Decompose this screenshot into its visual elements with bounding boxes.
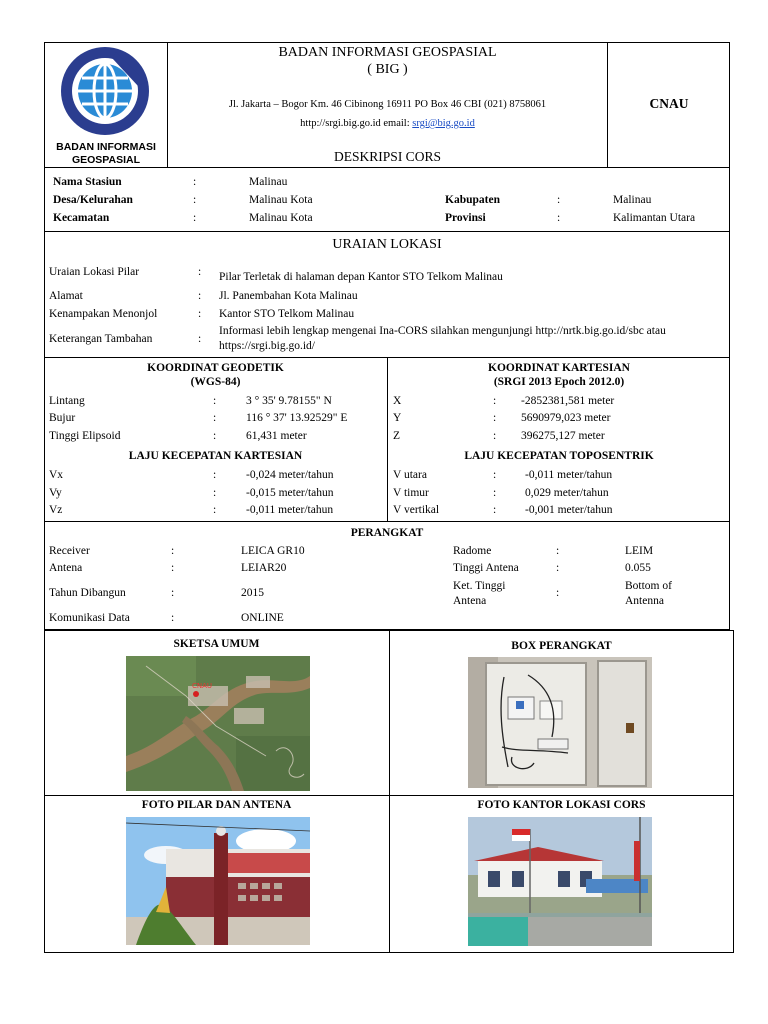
z-label: Z [393, 430, 401, 442]
header-bottom-line [44, 167, 730, 168]
perangkat-title: PERANGKAT [350, 527, 424, 539]
x-label: X [393, 395, 402, 407]
vz-colon: : [213, 504, 217, 516]
v-utara-value: -0,011 meter/tahun [525, 469, 613, 481]
antena-label: Antena [49, 562, 83, 574]
lokasi-pilar-label: Uraian Lokasi Pilar [49, 266, 140, 278]
globe-icon [56, 46, 154, 136]
lokasi-pilar-colon: : [198, 266, 202, 278]
geodetik-title: KOORDINAT GEODETIK [147, 362, 284, 374]
keterangan-value-line2: https://srgi.big.go.id/ [219, 340, 315, 352]
email-link[interactable]: srgi@big.go.id [412, 118, 475, 129]
station-bottom-line [44, 231, 730, 232]
z-colon: : [493, 430, 497, 442]
kenampakan-label: Kenampakan Menonjol [49, 308, 158, 320]
kabupaten-colon: : [557, 194, 561, 206]
logo-text-line1: BADAN INFORMASI [56, 141, 156, 153]
provinsi-colon: : [557, 212, 561, 224]
vx-label: Vx [49, 469, 64, 481]
tinggi-elipsoid-value: 61,431 meter [246, 430, 307, 442]
desa-label: Desa/Kelurahan [53, 194, 133, 206]
kartesian-title: KOORDINAT KARTESIAN [488, 362, 630, 374]
lokasi-title: URAIAN LOKASI [332, 237, 442, 252]
alamat-colon: : [198, 290, 202, 302]
bujur-value: 116 ° 37' 13.92529" E [246, 412, 348, 424]
vz-label: Vz [49, 504, 63, 516]
v-timur-colon: : [493, 487, 497, 499]
ket-tinggi-value-line1: Bottom of [625, 580, 672, 592]
desa-colon: : [193, 194, 197, 206]
antena-value: LEIAR20 [241, 562, 287, 574]
big-logo [56, 46, 154, 136]
komunikasi-label: Komunikasi Data [49, 612, 130, 624]
kabupaten-value: Malinau [613, 194, 652, 206]
kecamatan-colon: : [193, 212, 197, 224]
nama-stasiun-value: Malinau [249, 176, 288, 188]
bujur-colon: : [213, 412, 217, 424]
lintang-value: 3 ° 35' 9.78155" N [246, 395, 332, 407]
vx-colon: : [213, 469, 217, 481]
v-utara-label: V utara [393, 469, 427, 481]
lintang-colon: : [213, 395, 217, 407]
kecamatan-value: Malinau Kota [249, 212, 313, 224]
radome-label: Radome [453, 545, 492, 557]
radome-value: LEIM [625, 545, 654, 557]
keterangan-label: Keterangan Tambahan [49, 333, 153, 345]
keterangan-value-line1: Informasi lebih lengkap mengenai Ina-CORS silahkan mengunjungi http://nrtk.big.go.id/sbc atau [219, 325, 666, 337]
ket-tinggi-colon: : [556, 587, 560, 599]
tinggi-antena-value: 0.055 [625, 562, 651, 574]
y-value: 5690979,023 meter [521, 412, 611, 424]
vy-colon: : [213, 487, 217, 499]
nama-stasiun-label: Nama Stasiun [53, 176, 122, 188]
x-colon: : [493, 395, 497, 407]
v-vertikal-value: -0,001 meter/tahun [525, 504, 613, 516]
geodetik-subtitle: (WGS-84) [190, 376, 241, 388]
map-marker-label: CNAU [192, 682, 213, 690]
alamat-label: Alamat [49, 290, 83, 302]
koordinat-bottom-line [44, 521, 730, 522]
keterangan-colon: : [198, 333, 202, 345]
nama-stasiun-colon: : [193, 176, 197, 188]
vy-value: -0,015 meter/tahun [246, 487, 334, 499]
tinggi-elipsoid-colon: : [213, 430, 217, 442]
tinggi-antena-colon: : [556, 562, 560, 574]
receiver-label: Receiver [49, 545, 90, 557]
z-value: 396275,127 meter [521, 430, 605, 442]
y-label: Y [393, 412, 402, 424]
ket-tinggi-label-line2: Antena [453, 595, 487, 607]
antena-colon: : [171, 562, 175, 574]
sketsa-title: SKETSA UMUM [173, 638, 260, 650]
website-text: http://srgi.big.go.id email: [300, 118, 413, 129]
vy-label: Vy [49, 487, 62, 499]
receiver-colon: : [171, 545, 175, 557]
sketsa-map-image [126, 656, 310, 791]
desa-value: Malinau Kota [249, 194, 313, 206]
ket-tinggi-label-line1: Ket. Tinggi [453, 580, 506, 592]
lokasi-pilar-value: Pilar Terletak di halaman depan Kantor STO Telkom Malinau [219, 271, 503, 283]
v-timur-value: 0,029 meter/tahun [525, 487, 609, 499]
komunikasi-value: ONLINE [241, 612, 284, 624]
v-utara-colon: : [493, 469, 497, 481]
v-vertikal-colon: : [493, 504, 497, 516]
provinsi-label: Provinsi [445, 212, 486, 224]
kartesian-subtitle: (SRGI 2013 Epoch 2012.0) [493, 376, 625, 388]
bujur-label: Bujur [49, 412, 76, 424]
station-code: CNAU [649, 96, 689, 111]
photo-divider-vertical [389, 630, 390, 953]
tahun-label: Tahun Dibangun [49, 587, 126, 599]
logo-text-line2: GEOSPASIAL [71, 154, 141, 166]
kabupaten-label: Kabupaten [445, 194, 500, 206]
tahun-colon: : [171, 587, 175, 599]
pilar-antena-image [126, 817, 310, 945]
radome-colon: : [556, 545, 560, 557]
komunikasi-colon: : [171, 612, 175, 624]
kenampakan-value: Kantor STO Telkom Malinau [219, 308, 355, 320]
v-vertikal-label: V vertikal [393, 504, 440, 516]
org-name: BADAN INFORMASI GEOSPASIAL [278, 45, 497, 60]
tahun-value: 2015 [241, 587, 264, 599]
photo-divider-horizontal [44, 795, 734, 796]
vx-value: -0,024 meter/tahun [246, 469, 334, 481]
org-contact [168, 117, 607, 131]
y-colon: : [493, 412, 497, 424]
pilar-title: FOTO PILAR DAN ANTENA [141, 799, 292, 811]
box-title: BOX PERANGKAT [511, 640, 612, 652]
v-timur-label: V timur [393, 487, 429, 499]
tinggi-elipsoid-label: Tinggi Elipsoid [49, 430, 121, 442]
laju-kartesian-title: LAJU KECEPATAN KARTESIAN [128, 450, 303, 462]
alamat-value: Jl. Panembahan Kota Malinau [219, 290, 358, 302]
kenampakan-colon: : [198, 308, 202, 320]
doc-title: DESKRIPSI CORS [334, 149, 441, 164]
receiver-value: LEICA GR10 [241, 545, 305, 557]
kantor-title: FOTO KANTOR LOKASI CORS [477, 799, 646, 811]
org-address: Jl. Jakarta – Bogor Km. 46 Cibinong 16911 PO Box 46 CBI (021) 8758061 [228, 99, 547, 110]
provinsi-value: Kalimantan Utara [613, 212, 696, 224]
tinggi-antena-label: Tinggi Antena [453, 562, 519, 574]
org-abbr: ( BIG ) [367, 62, 408, 77]
kantor-image [468, 817, 652, 946]
ket-tinggi-value-line2: Antenna [625, 595, 664, 607]
x-value: -2852381,581 meter [521, 395, 615, 407]
laju-toposentrik-title: LAJU KECEPATAN TOPOSENTRIK [464, 450, 654, 462]
kecamatan-label: Kecamatan [53, 212, 110, 224]
station-marker [193, 691, 199, 697]
vz-value: -0,011 meter/tahun [246, 504, 334, 516]
box-perangkat-image [468, 657, 652, 788]
lintang-label: Lintang [49, 395, 85, 407]
